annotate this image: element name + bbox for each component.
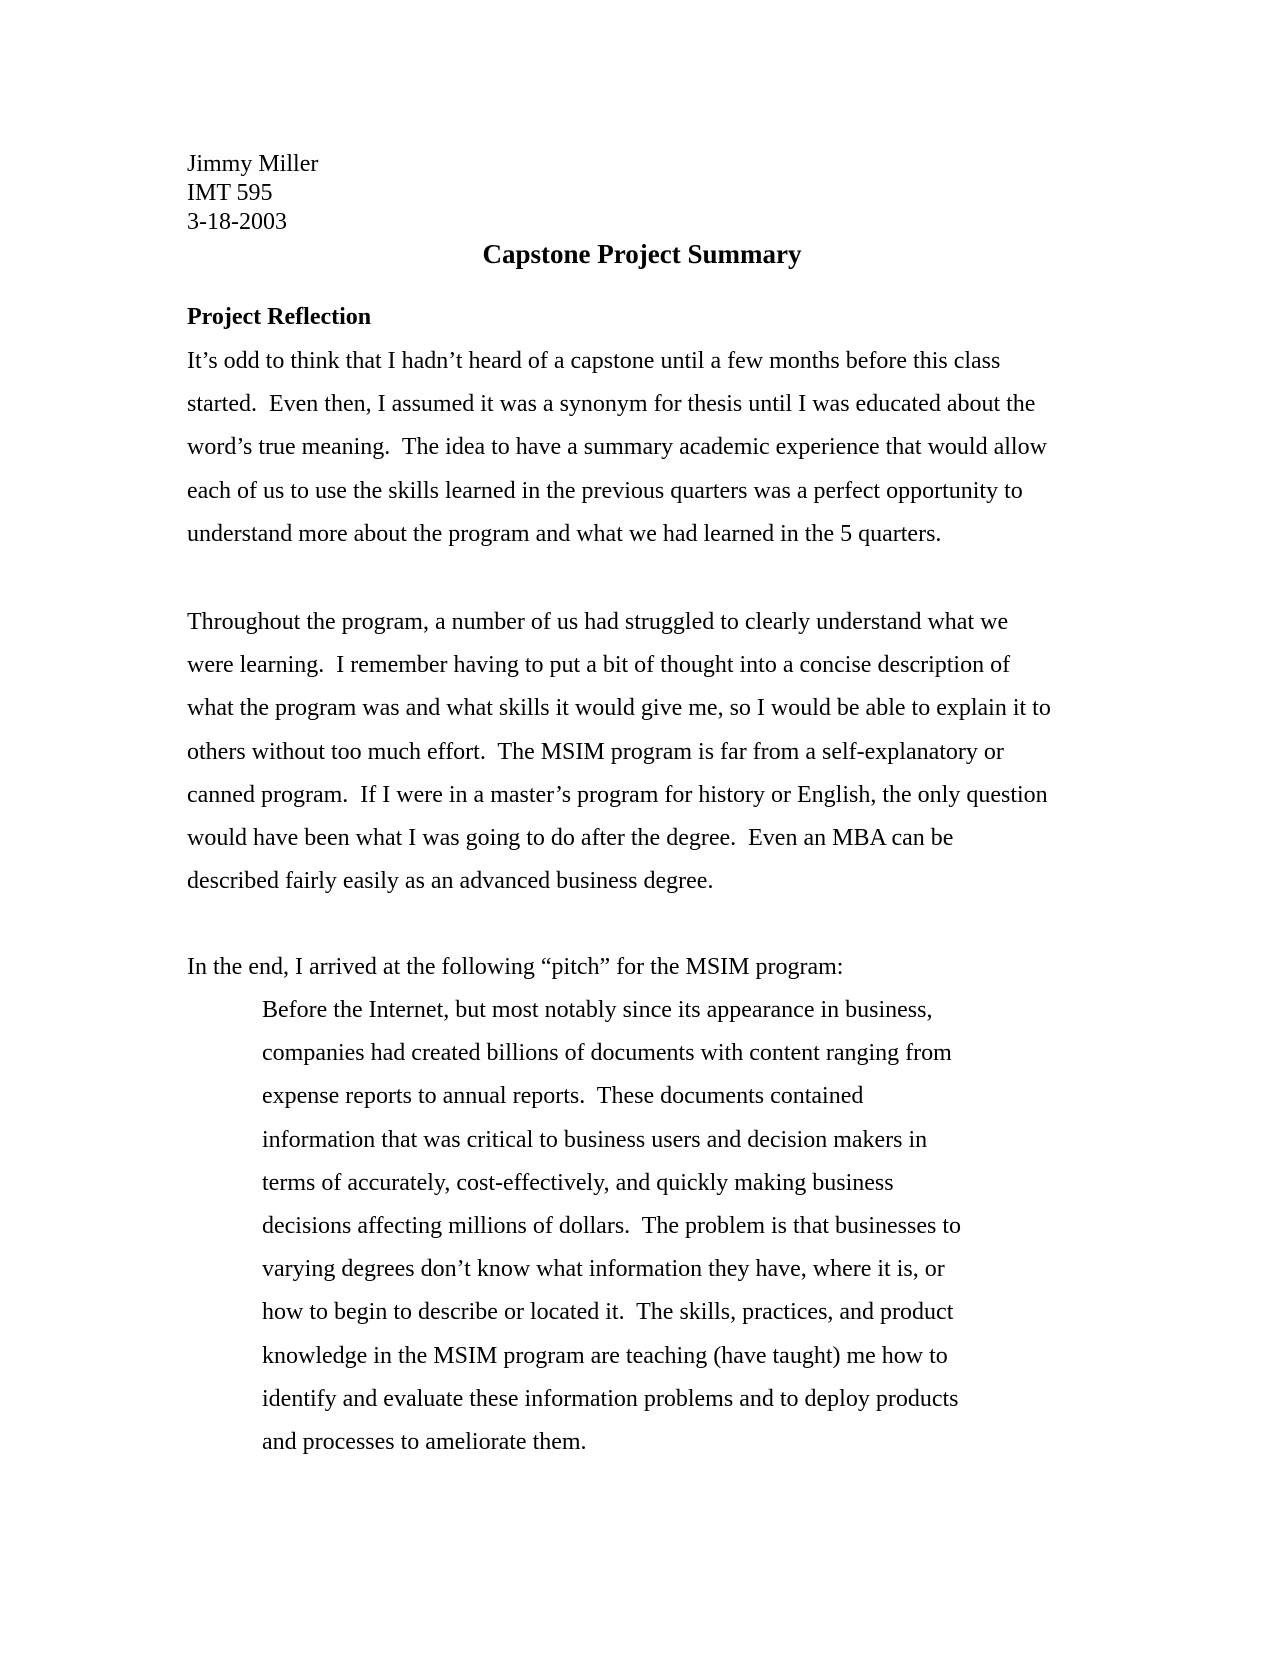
quote-line: decisions affecting millions of dollars. The problem is that businesses to bbox=[262, 1213, 962, 1240]
course-code: IMT 595 bbox=[187, 180, 273, 206]
document-title: Capstone Project Summary bbox=[482, 239, 802, 269]
paragraph-1 bbox=[187, 340, 1047, 556]
quote-line: and processes to ameliorate them. bbox=[262, 1429, 587, 1456]
quote-line: varying degrees don’t know what information they have, where it is, or bbox=[262, 1256, 945, 1283]
document-date: 3-18-2003 bbox=[187, 209, 287, 235]
paragraph-line: would have been what I was going to do after the degree. Even an MBA can be bbox=[187, 825, 954, 852]
quote-line: information that was critical to business users and decision makers in bbox=[262, 1126, 928, 1153]
paragraph-line: started. Even then, I assumed it was a synonym for thesis until I was educated about the bbox=[187, 391, 1036, 418]
block-quote bbox=[262, 989, 961, 1464]
paragraph-line: canned program. If I were in a master’s program for history or English, the only question bbox=[187, 781, 1048, 808]
document-header bbox=[187, 150, 318, 237]
paragraph-2 bbox=[187, 601, 1051, 903]
paragraph-line: were learning. I remember having to put a bit of thought into a concise description of bbox=[187, 652, 1011, 679]
paragraph-line: It’s odd to think that I hadn’t heard of a capstone until a few months before this class bbox=[187, 348, 1001, 374]
quote-line: how to begin to describe or located it. The skills, practices, and product bbox=[262, 1299, 954, 1326]
paragraph-line: each of us to use the skills learned in the previous quarters was a perfect opportunity to bbox=[187, 477, 1023, 504]
paragraph-line: what the program was and what skills it would give me, so I would be able to explain it to bbox=[187, 695, 1051, 722]
paragraph-line: Throughout the program, a number of us had struggled to clearly understand what we bbox=[187, 609, 1009, 635]
paragraph-line: described fairly easily as an advanced business degree. bbox=[187, 868, 714, 895]
paragraph-line: understand more about the program and what we had learned in the 5 quarters. bbox=[187, 520, 942, 547]
quote-line: identify and evaluate these information problems and to deploy products bbox=[262, 1385, 959, 1412]
quote-line: terms of accurately, cost-effectively, and quickly making business bbox=[262, 1169, 894, 1196]
quote-line: companies had created billions of documents with content ranging from bbox=[262, 1040, 952, 1067]
section-heading: Project Reflection bbox=[187, 304, 372, 330]
paragraph-line: word’s true meaning. The idea to have a summary academic experience that would allow bbox=[187, 434, 1047, 461]
paragraph-3 bbox=[187, 946, 843, 989]
paragraph-line: In the end, I arrived at the following “pitch” for the MSIM program: bbox=[187, 954, 844, 980]
paragraph-line: others without too much effort. The MSIM program is far from a self-explanatory or bbox=[187, 738, 1004, 765]
quote-line: Before the Internet, but most notably since its appearance in business, bbox=[262, 997, 933, 1023]
quote-line: knowledge in the MSIM program are teaching (have taught) me how to bbox=[262, 1342, 948, 1369]
quote-line: expense reports to annual reports. These documents contained bbox=[262, 1083, 864, 1110]
author-name: Jimmy Miller bbox=[187, 151, 319, 177]
